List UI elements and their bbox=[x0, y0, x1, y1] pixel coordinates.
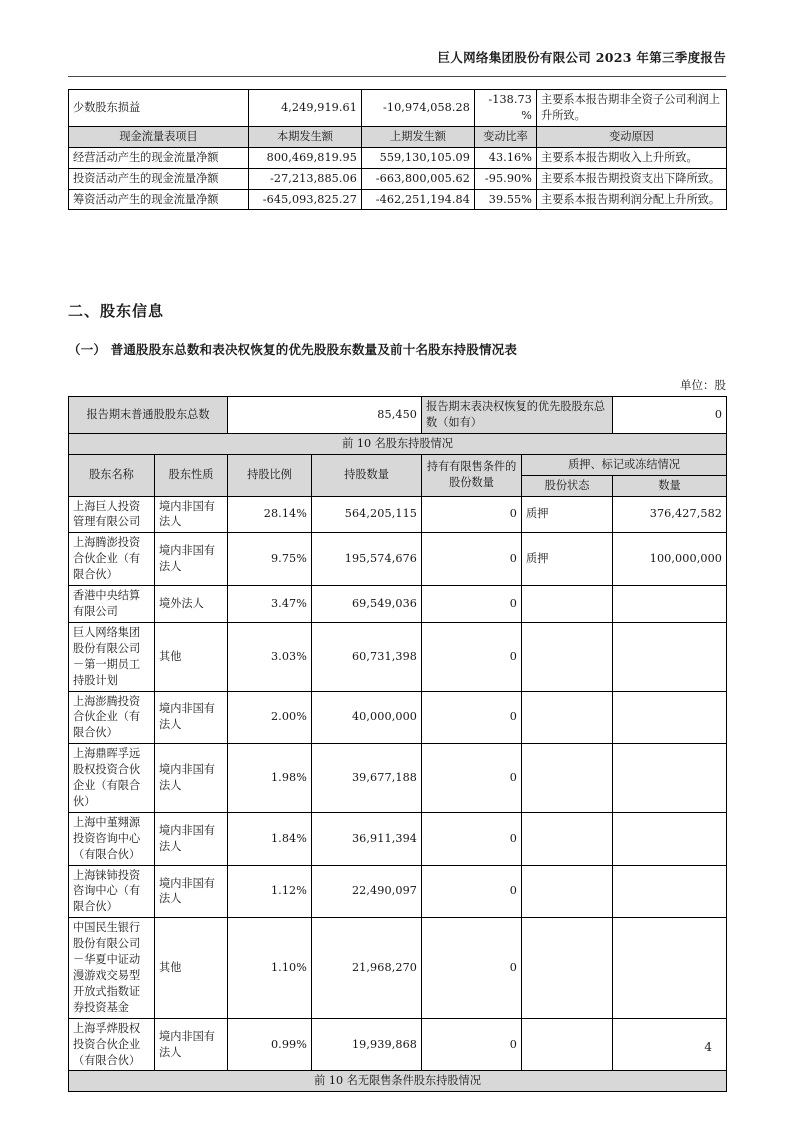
holder-pledge-amount bbox=[613, 865, 727, 918]
holder-ratio: 1.98% bbox=[228, 744, 312, 813]
holder-quantity: 564,205,115 bbox=[312, 496, 422, 533]
holder-nature: 其他 bbox=[155, 918, 228, 1018]
col-header-holder-name: 股东名称 bbox=[69, 454, 155, 496]
holder-restricted: 0 bbox=[422, 496, 522, 533]
cashflow-current-operating: 800,469,819.95 bbox=[249, 147, 362, 168]
holder-restricted: 0 bbox=[422, 918, 522, 1018]
holder-ratio: 3.03% bbox=[228, 622, 312, 691]
table-row bbox=[69, 168, 727, 189]
holder-quantity: 19,939,868 bbox=[312, 1018, 422, 1071]
holder-pledge-status bbox=[522, 744, 613, 813]
holder-pledge-status bbox=[522, 812, 613, 865]
header-divider-rule bbox=[68, 76, 726, 77]
holder-quantity: 60,731,398 bbox=[312, 622, 422, 691]
cashflow-reason-financing: 主要系本报告期利润分配上升所致。 bbox=[537, 189, 727, 210]
holder-name: 巨人网络集团股份有限公司－第一期员工持股计划 bbox=[69, 622, 155, 691]
minority-change-ratio: -138.73% bbox=[475, 90, 537, 127]
col-header-pledge-group: 质押、标记或冻结情况 bbox=[522, 454, 727, 475]
cashflow-item-operating: 经营活动产生的现金流量净额 bbox=[69, 147, 249, 168]
holder-pledge-status bbox=[522, 586, 613, 623]
table-row bbox=[69, 691, 727, 744]
holder-pledge-amount bbox=[613, 744, 727, 813]
cashflow-previous-investing: -663,800,005.62 bbox=[362, 168, 475, 189]
col-header-pledge-status: 股份状态 bbox=[522, 475, 613, 496]
minority-item-label: 少数股东损益 bbox=[69, 90, 249, 127]
holder-pledge-status bbox=[522, 865, 613, 918]
holder-nature: 境内非国有法人 bbox=[155, 533, 228, 586]
holder-pledge-amount bbox=[613, 812, 727, 865]
table-row bbox=[69, 90, 727, 127]
holder-pledge-status bbox=[522, 918, 613, 1018]
minority-change-reason: 主要系本报告期非全资子公司利润上升所致。 bbox=[537, 90, 727, 127]
shareholder-table bbox=[68, 396, 727, 1092]
holder-ratio: 28.14% bbox=[228, 496, 312, 533]
cashflow-change-investing: -95.90% bbox=[475, 168, 537, 189]
cashflow-item-investing: 投资活动产生的现金流量净额 bbox=[69, 168, 249, 189]
holder-pledge-status bbox=[522, 691, 613, 744]
col-header-pledge-amount: 数量 bbox=[613, 475, 727, 496]
minority-current-value: 4,249,919.61 bbox=[249, 90, 362, 127]
holder-quantity: 21,968,270 bbox=[312, 918, 422, 1018]
col-header-change: 变动比率 bbox=[475, 126, 537, 147]
col-header-current: 本期发生额 bbox=[249, 126, 362, 147]
holder-nature: 境内非国有法人 bbox=[155, 812, 228, 865]
holder-nature: 境内非国有法人 bbox=[155, 496, 228, 533]
ordinary-holders-label: 报告期末普通股股东总数 bbox=[69, 397, 228, 434]
holder-quantity: 39,677,188 bbox=[312, 744, 422, 813]
holder-pledge-amount: 100,000,000 bbox=[613, 533, 727, 586]
table-row bbox=[69, 744, 727, 813]
ordinary-holders-value: 85,450 bbox=[228, 397, 422, 434]
band-bottom-row bbox=[69, 1071, 727, 1092]
holder-restricted: 0 bbox=[422, 812, 522, 865]
holder-pledge-status bbox=[522, 622, 613, 691]
col-header-holding-quantity: 持股数量 bbox=[312, 454, 422, 496]
holder-pledge-status: 质押 bbox=[522, 496, 613, 533]
subsection-heading: （一） 普通股股东总数和表决权恢复的优先股股东数量及前十名股东持股情况表 bbox=[68, 342, 518, 357]
shareholder-table-wrapper bbox=[68, 396, 726, 1092]
table-row bbox=[69, 622, 727, 691]
holder-ratio: 2.00% bbox=[228, 691, 312, 744]
col-header-previous: 上期发生额 bbox=[362, 126, 475, 147]
holder-pledge-amount bbox=[613, 622, 727, 691]
table-header-row bbox=[69, 126, 727, 147]
cashflow-current-financing: -645,093,825.27 bbox=[249, 189, 362, 210]
preferred-holders-label: 报告期末表决权恢复的优先股股东总数（如有） bbox=[422, 397, 613, 434]
holder-name: 中国民生银行股份有限公司－华夏中证动漫游戏交易型开放式指数证券投资基金 bbox=[69, 918, 155, 1018]
table-row bbox=[69, 533, 727, 586]
holder-nature: 其他 bbox=[155, 622, 228, 691]
running-header: 巨人网络集团股份有限公司 2023 年第三季度报告 bbox=[437, 50, 726, 65]
holder-quantity: 22,490,097 bbox=[312, 865, 422, 918]
cash-flow-table-wrapper bbox=[68, 89, 726, 210]
table-row bbox=[69, 918, 727, 1018]
page-number: 4 bbox=[704, 1040, 712, 1054]
cashflow-current-investing: -27,213,885.06 bbox=[249, 168, 362, 189]
holder-pledge-amount bbox=[613, 691, 727, 744]
holder-restricted: 0 bbox=[422, 622, 522, 691]
table-row bbox=[69, 189, 727, 210]
minority-previous-value: -10,974,058.28 bbox=[362, 90, 475, 127]
table-header-row bbox=[69, 454, 727, 475]
cashflow-item-financing: 筹资活动产生的现金流量净额 bbox=[69, 189, 249, 210]
holder-name: 上海孚烨股权投资合伙企业（有限合伙） bbox=[69, 1018, 155, 1071]
holder-restricted: 0 bbox=[422, 533, 522, 586]
totals-row bbox=[69, 397, 727, 434]
holder-nature: 境内非国有法人 bbox=[155, 744, 228, 813]
cash-flow-table bbox=[68, 89, 727, 210]
table-row bbox=[69, 586, 727, 623]
band-top10-label: 前 10 名股东持股情况 bbox=[69, 433, 727, 454]
holder-pledge-amount: 376,427,582 bbox=[613, 496, 727, 533]
holder-nature: 境内非国有法人 bbox=[155, 691, 228, 744]
cashflow-reason-operating: 主要系本报告期收入上升所致。 bbox=[537, 147, 727, 168]
holder-restricted: 0 bbox=[422, 586, 522, 623]
preferred-holders-value: 0 bbox=[613, 397, 727, 434]
holder-quantity: 195,574,676 bbox=[312, 533, 422, 586]
holder-quantity: 40,000,000 bbox=[312, 691, 422, 744]
band-top10-row bbox=[69, 433, 727, 454]
holder-name: 上海澎腾投资合伙企业（有限合伙） bbox=[69, 691, 155, 744]
cashflow-change-financing: 39.55% bbox=[475, 189, 537, 210]
col-header-holder-nature: 股东性质 bbox=[155, 454, 228, 496]
holder-quantity: 69,549,036 bbox=[312, 586, 422, 623]
holder-restricted: 0 bbox=[422, 691, 522, 744]
cashflow-previous-operating: 559,130,105.09 bbox=[362, 147, 475, 168]
cashflow-reason-investing: 主要系本报告期投资支出下降所致。 bbox=[537, 168, 727, 189]
holder-pledge-amount bbox=[613, 586, 727, 623]
holder-nature: 境内非国有法人 bbox=[155, 1018, 228, 1071]
col-header-item: 现金流量表项目 bbox=[69, 126, 249, 147]
holder-restricted: 0 bbox=[422, 865, 522, 918]
cashflow-change-operating: 43.16% bbox=[475, 147, 537, 168]
holder-ratio: 1.84% bbox=[228, 812, 312, 865]
holder-ratio: 9.75% bbox=[228, 533, 312, 586]
table-row bbox=[69, 147, 727, 168]
holder-name: 上海铼铈投资咨询中心（有限合伙） bbox=[69, 865, 155, 918]
band-bottom-label: 前 10 名无限售条件股东持股情况 bbox=[69, 1071, 727, 1092]
col-header-restricted-shares: 持有有限售条件的股份数量 bbox=[422, 454, 522, 496]
holder-pledge-status: 质押 bbox=[522, 533, 613, 586]
table-row bbox=[69, 812, 727, 865]
holder-restricted: 0 bbox=[422, 1018, 522, 1071]
holder-name: 上海腾澎投资合伙企业（有限合伙） bbox=[69, 533, 155, 586]
holder-ratio: 0.99% bbox=[228, 1018, 312, 1071]
cashflow-previous-financing: -462,251,194.84 bbox=[362, 189, 475, 210]
table-row bbox=[69, 496, 727, 533]
holder-nature: 境内非国有法人 bbox=[155, 865, 228, 918]
col-header-holding-ratio: 持股比例 bbox=[228, 454, 312, 496]
section-heading: 二、股东信息 bbox=[68, 302, 165, 320]
holder-name: 上海中堇翙源投资咨询中心（有限合伙） bbox=[69, 812, 155, 865]
table-row bbox=[69, 865, 727, 918]
holder-name: 香港中央结算有限公司 bbox=[69, 586, 155, 623]
col-header-reason: 变动原因 bbox=[537, 126, 727, 147]
holder-quantity: 36,911,394 bbox=[312, 812, 422, 865]
holder-name: 上海巨人投资管理有限公司 bbox=[69, 496, 155, 533]
holder-ratio: 3.47% bbox=[228, 586, 312, 623]
holder-ratio: 1.10% bbox=[228, 918, 312, 1018]
holder-nature: 境外法人 bbox=[155, 586, 228, 623]
holder-name: 上海鼎晖孚远股权投资合伙企业（有限合伙） bbox=[69, 744, 155, 813]
unit-label: 单位：股 bbox=[680, 378, 726, 392]
holder-ratio: 1.12% bbox=[228, 865, 312, 918]
holder-pledge-amount bbox=[613, 918, 727, 1018]
holder-restricted: 0 bbox=[422, 744, 522, 813]
